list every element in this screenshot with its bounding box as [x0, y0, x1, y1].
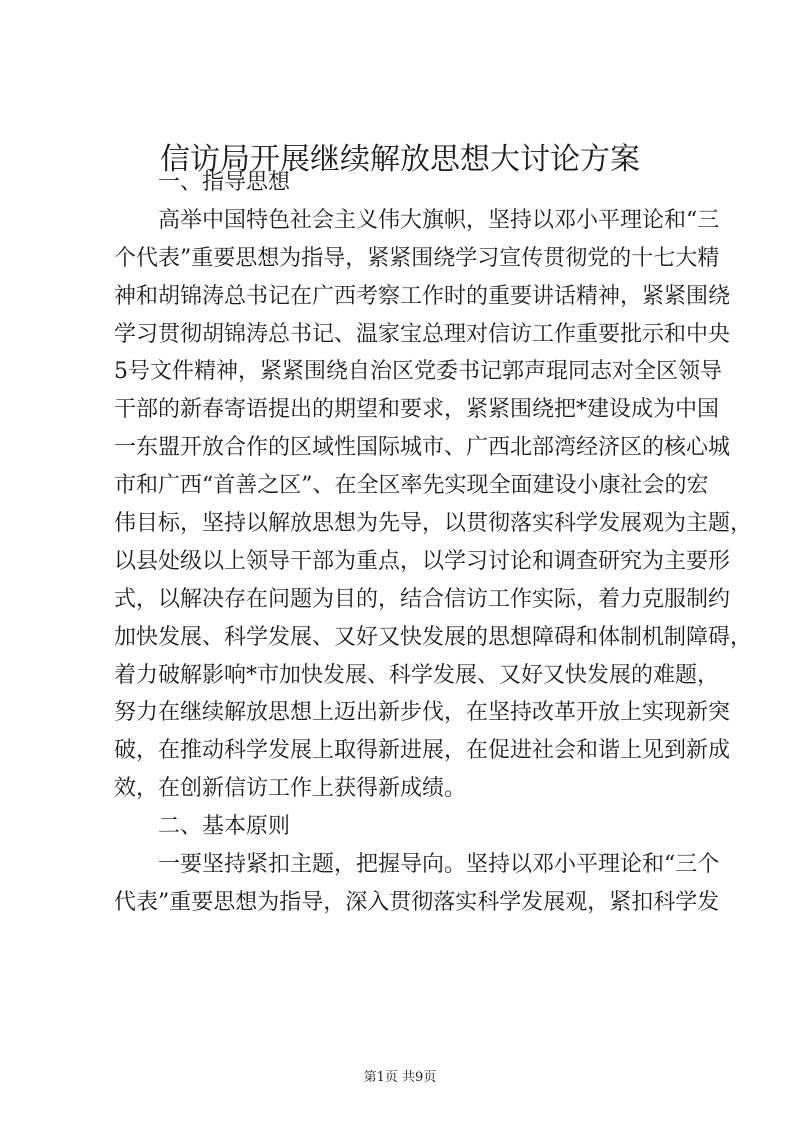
paragraph-line: 着力破解影响*市加快发展、科学发展、又好又快发展的难题， [114, 662, 720, 688]
paragraph-line: 一要坚持紧扣主题，把握导向。坚持以邓小平理论和“三个 [158, 852, 720, 878]
section-heading: 一、指导思想 [158, 170, 291, 195]
paragraph-line: 学习贯彻胡锦涛总书记、温家宝总理对信访工作重要批示和中央 [114, 321, 731, 347]
paragraph-line: 式，以解决存在问题为目的，结合信访工作实际，着力克服制约 [114, 586, 731, 612]
section-heading: 二、基本原则 [158, 814, 291, 840]
paragraph-line: 一东盟开放合作的区域性国际城市、广西北部湾经济区的核心城 [114, 435, 731, 461]
paragraph-line: 干部的新春寄语提出的期望和要求，紧紧围绕把*建设成为中国 [114, 397, 720, 423]
paragraph-line: 个代表”重要思想为指导，紧紧围绕学习宣传贯彻党的十七大精 [114, 245, 720, 271]
document-title: 信访局开展继续解放思想大讨论方案 [160, 142, 640, 177]
paragraph-line: 代表”重要思想为指导，深入贯彻落实科学发展观，紧扣科学发 [114, 889, 720, 915]
paragraph-line: 加快发展、科学发展、又好又快发展的思想障碍和体制机制障碍， [114, 624, 753, 650]
paragraph-line: 神和胡锦涛总书记在广西考察工作时的重要讲话精神，紧紧围绕 [114, 283, 731, 309]
paragraph-line: 以县处级以上领导干部为重点，以学习讨论和调查研究为主要形 [114, 548, 731, 574]
paragraph-line: 高举中国特色社会主义伟大旗帜，坚持以邓小平理论和“三 [158, 207, 720, 233]
page-footer: 第1页 共9页 [363, 1070, 437, 1085]
paragraph-line: 效，在创新信访工作上获得新成绩。 [114, 776, 467, 802]
document-body [114, 164, 753, 922]
paragraph-line: 5号文件精神，紧紧围绕自治区党委书记郭声琨同志对全区领导 [114, 359, 722, 385]
paragraph-line: 努力在继续解放思想上迈出新步伐，在坚持改革开放上实现新突 [114, 700, 731, 726]
paragraph-line: 市和广西“首善之区”、在全区率先实现全面建设小康社会的宏 [114, 473, 709, 499]
paragraph-line: 破，在推动科学发展上取得新进展，在促进社会和谐上见到新成 [114, 738, 731, 764]
paragraph-line: 伟目标，坚持以解放思想为先导，以贯彻落实科学发展观为主题， [114, 511, 753, 537]
